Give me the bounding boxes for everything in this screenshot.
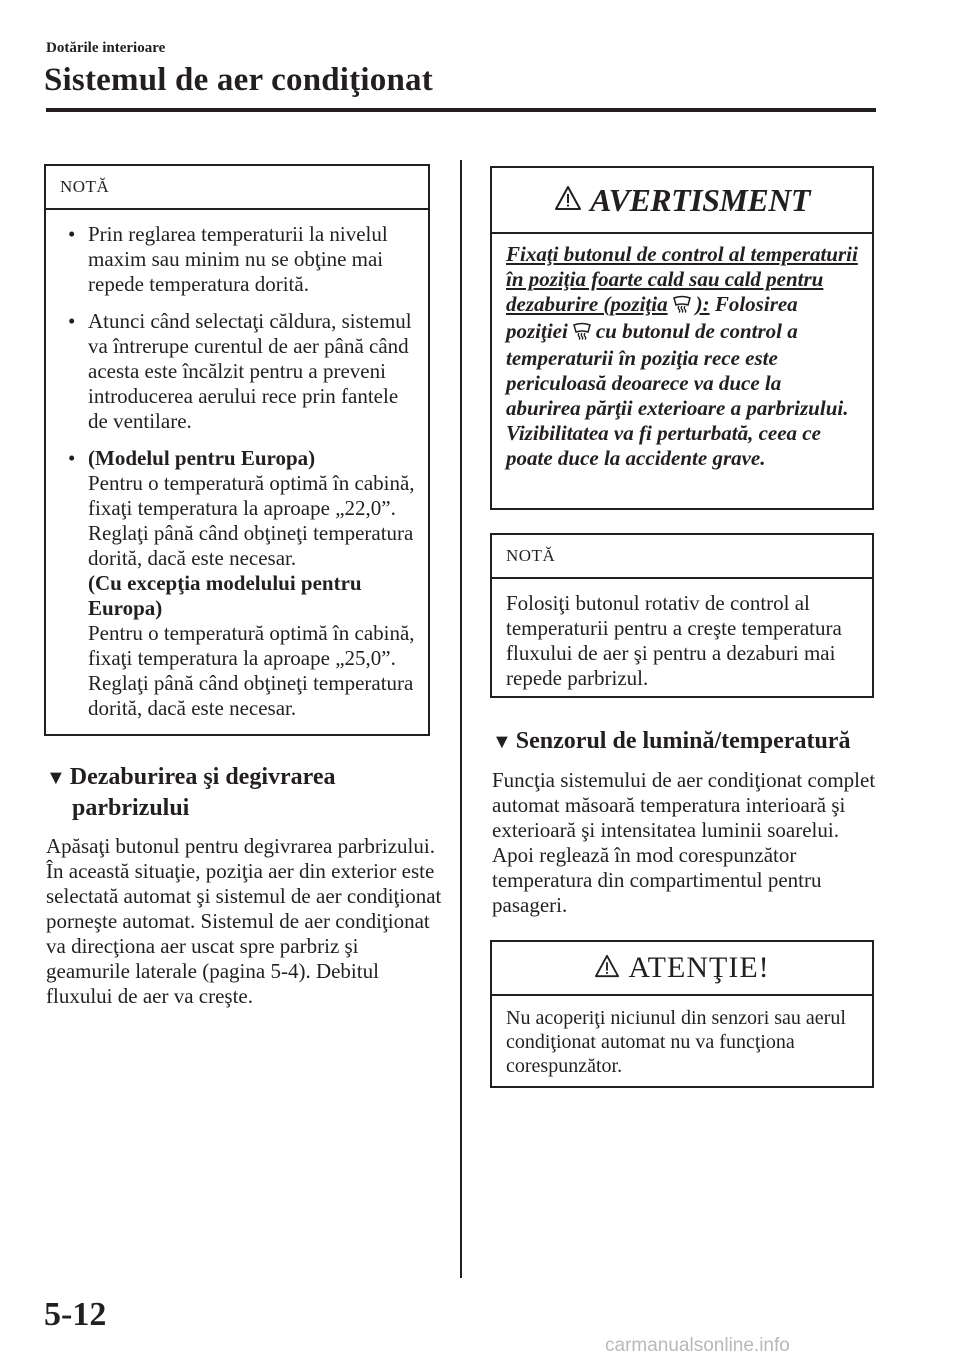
note-body — [46, 210, 428, 741]
defog-paragraph: Apăsaţi butonul pentru degivrarea parbrizului. În această situaţie, poziţia aer din exterior este selectată automat şi sistemul de aer condiţionat porneşte automat. Sistemul de aer condiţionat va direcţiona aer uscat spre parbriz şi geamurile laterale (pagina 5-4). Debitul fluxului de aer va creşte. — [46, 834, 442, 1008]
warning-header — [492, 168, 872, 234]
note-body: Folosiţi butonul rotativ de control al temperaturii pentru a creşte temperatura fluxului de aer şi pentru a dezaburi mai repede parbrizul. — [506, 591, 842, 690]
caution-triangle-icon — [594, 954, 620, 983]
note-item-text: Pentru o temperatură optimă în cabină, fixaţi temperatura la aproape „22,0”. Reglaţi până când obţineţi temperatura dorită, dacă este necesar. — [88, 471, 415, 570]
note-item — [60, 222, 416, 297]
note-heading: NOTĂ — [492, 535, 872, 579]
warning-text-b: cu butonul de control a temperaturii în poziţia rece este periculoasă deoarece va duce la aburirea părţii exterioare a parbrizului. Vizibilitatea va fi perturbată, ceea ce poate duce la accidente grave. — [506, 319, 849, 470]
caution-body: Nu acoperiţi niciunul din senzori sau aerul condiţionat automat nu va funcţiona corespunzător. — [506, 1007, 846, 1077]
note-item — [60, 309, 416, 434]
section-label: Dotările interioare — [46, 40, 166, 56]
bullet-icon: • — [68, 222, 76, 246]
note-item — [60, 446, 416, 721]
note-box-left — [44, 164, 430, 736]
sensor-heading — [492, 726, 892, 757]
windshield-defrost-icon — [572, 321, 592, 346]
sensor-paragraph: Funcţia sistemului de aer condiţionat complet automat măsoară temperatura interioară şi exterioară şi intensitatea luminii soarelui. Apoi reglează în mod corespunzător temperatura din compartimentul pentru pasageri. — [492, 768, 876, 917]
windshield-defrost-icon — [672, 294, 692, 319]
warning-underlined-part: ): — [695, 292, 710, 316]
column-divider — [460, 160, 462, 1278]
warning-box — [490, 166, 874, 510]
warning-title: AVERTISMENT — [590, 181, 810, 218]
warning-text-a: Folosirea poziţiei — [506, 292, 798, 343]
note-box-right — [490, 533, 874, 698]
bullet-icon: • — [68, 446, 76, 470]
warning-body — [492, 234, 872, 479]
page-title: Sistemul de aer condiţionat — [44, 62, 433, 98]
header-rule — [46, 108, 876, 112]
note-subheading-europe: (Modelul pentru Europa) — [88, 446, 316, 470]
caution-title: ATENŢIE! — [628, 951, 770, 984]
note-subheading-other: (Cu excepţia modelului pentru Europa) — [88, 571, 362, 620]
defog-heading — [46, 762, 436, 823]
triangle-marker-icon: ▼ — [46, 767, 66, 789]
caution-header — [492, 942, 872, 996]
note-item-text: Pentru o temperatură optimă în cabină, fixaţi temperatura la aproape „25,0”. Reglaţi până când obţineţi temperatura dorită, dacă este necesar. — [88, 621, 415, 720]
caution-box — [490, 940, 874, 1088]
note-heading: NOTĂ — [46, 166, 428, 210]
note-item-text: Prin reglarea temperaturii la nivelul maxim sau minim nu se obţine mai repede temperatura dorită. — [88, 222, 388, 296]
sensor-heading-text: Senzorul de lumină/temperatură — [515, 728, 851, 754]
warning-underlined-text — [506, 242, 858, 316]
triangle-marker-icon: ▼ — [492, 731, 512, 753]
note-item-text: Atunci când selectaţi căldura, sistemul va întrerupe curentul de aer până când acesta este încălzit pentru a preveni introducerea aerului rece prin fantele de ventilare. — [88, 309, 412, 433]
defog-heading-line1: Dezaburirea şi degivrarea — [69, 764, 336, 790]
defog-heading-line2: parbrizului — [72, 795, 190, 821]
warning-triangle-icon — [554, 185, 582, 216]
watermark: carmanualsonline.info — [605, 1335, 790, 1356]
warning-underlined-part: Fixaţi butonul de control al temperaturii în poziţia foarte cald sau cald pentru dezaburire (poziţia — [506, 242, 858, 316]
bullet-icon: • — [68, 309, 76, 333]
page-number: 5-12 — [44, 1296, 107, 1333]
